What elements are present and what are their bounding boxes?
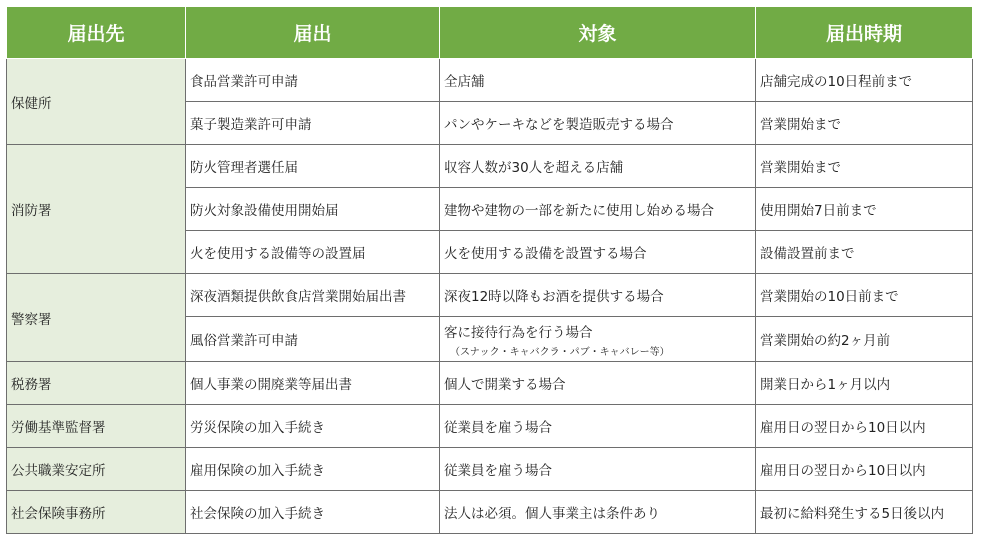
notification-cell: 風俗営業許可申請 bbox=[186, 317, 440, 362]
office-cell: 税務署 bbox=[7, 362, 186, 405]
timing-cell: 営業開始の約2ヶ月前 bbox=[756, 317, 973, 362]
table-row bbox=[7, 362, 973, 405]
notification-cell: 菓子製造業許可申請 bbox=[186, 102, 440, 145]
notification-cell: 防火対象設備使用開始届 bbox=[186, 188, 440, 231]
target-cell: 火を使用する設備を設置する場合 bbox=[440, 231, 756, 274]
target-note-text: （スナック・キャバクラ・パブ・キャバレー等） bbox=[450, 346, 670, 358]
target-cell: 法人は必須。個人事業主は条件あり bbox=[440, 491, 756, 534]
timing-cell: 最初に給料発生する5日後以内 bbox=[756, 491, 973, 534]
target-cell: 従業員を雇う場合 bbox=[440, 405, 756, 448]
timing-cell: 雇用日の翌日から10日以内 bbox=[756, 405, 973, 448]
timing-cell: 開業日から1ヶ月以内 bbox=[756, 362, 973, 405]
target-cell: 深夜12時以降もお酒を提供する場合 bbox=[440, 274, 756, 317]
office-cell: 消防署 bbox=[7, 145, 186, 274]
table-row bbox=[7, 274, 973, 317]
notification-table bbox=[6, 6, 973, 534]
table-row bbox=[7, 405, 973, 448]
target-cell: 建物や建物の一部を新たに使用し始める場合 bbox=[440, 188, 756, 231]
target-cell: 個人で開業する場合 bbox=[440, 362, 756, 405]
office-cell: 労働基準監督署 bbox=[7, 405, 186, 448]
target-cell bbox=[440, 317, 756, 362]
header-target: 対象 bbox=[440, 7, 756, 59]
office-cell: 保健所 bbox=[7, 59, 186, 145]
timing-cell: 店舗完成の10日程前まで bbox=[756, 59, 973, 102]
notification-cell: 雇用保険の加入手続き bbox=[186, 448, 440, 491]
header-timing: 届出時期 bbox=[756, 7, 973, 59]
timing-cell: 使用開始7日前まで bbox=[756, 188, 973, 231]
header-notification: 届出 bbox=[186, 7, 440, 59]
notification-cell: 個人事業の開廃業等届出書 bbox=[186, 362, 440, 405]
office-cell: 警察署 bbox=[7, 274, 186, 362]
target-main-text: 客に接待行為を行う場合 bbox=[444, 324, 593, 341]
target-cell: 収容人数が30人を超える店舗 bbox=[440, 145, 756, 188]
timing-cell: 営業開始まで bbox=[756, 102, 973, 145]
table-row bbox=[7, 59, 973, 102]
target-cell: 従業員を雇う場合 bbox=[440, 448, 756, 491]
notification-cell: 火を使用する設備等の設置届 bbox=[186, 231, 440, 274]
notification-cell: 労災保険の加入手続き bbox=[186, 405, 440, 448]
table-row bbox=[7, 448, 973, 491]
header-office: 届出先 bbox=[7, 7, 186, 59]
target-cell: パンやケーキなどを製造販売する場合 bbox=[440, 102, 756, 145]
table-row bbox=[7, 145, 973, 188]
notification-table-container bbox=[6, 6, 972, 534]
notification-cell: 社会保険の加入手続き bbox=[186, 491, 440, 534]
table-row bbox=[7, 491, 973, 534]
target-cell: 全店舗 bbox=[440, 59, 756, 102]
timing-cell: 雇用日の翌日から10日以内 bbox=[756, 448, 973, 491]
notification-cell: 深夜酒類提供飲食店営業開始届出書 bbox=[186, 274, 440, 317]
notification-cell: 食品営業許可申請 bbox=[186, 59, 440, 102]
notification-cell: 防火管理者選任届 bbox=[186, 145, 440, 188]
office-cell: 公共職業安定所 bbox=[7, 448, 186, 491]
timing-cell: 営業開始まで bbox=[756, 145, 973, 188]
header-row bbox=[7, 7, 973, 59]
office-cell: 社会保険事務所 bbox=[7, 491, 186, 534]
timing-cell: 設備設置前まで bbox=[756, 231, 973, 274]
timing-cell: 営業開始の10日前まで bbox=[756, 274, 973, 317]
